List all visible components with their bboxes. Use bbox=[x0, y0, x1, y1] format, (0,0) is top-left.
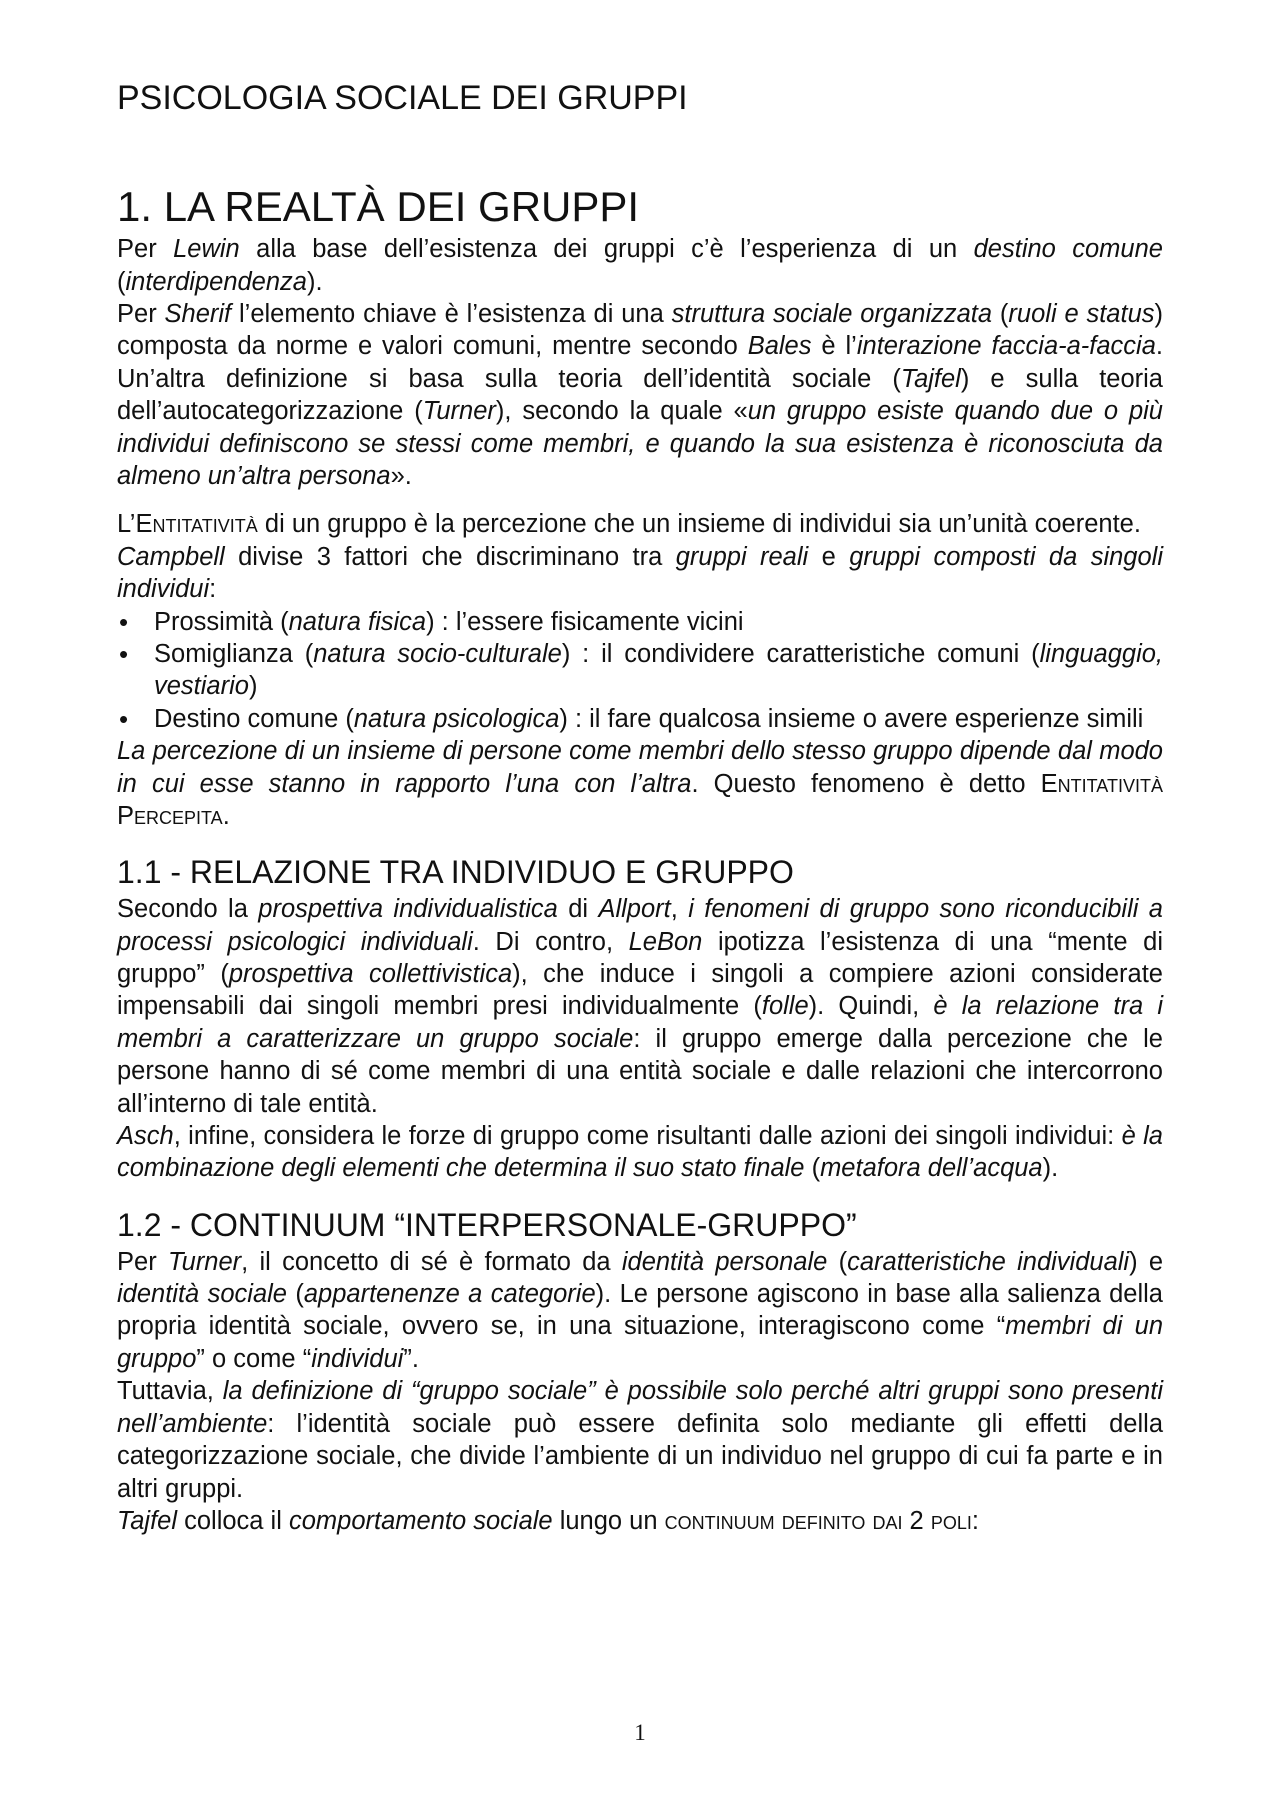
paragraph-tuttavia: Tuttavia, la definizione di “gruppo sociale” è possibile solo perché altri gruppi sono presenti nell’ambiente: l’identità sociale può essere definita solo mediante gli effetti della categorizzazione sociale, che divide l’ambiente di un individuo nel gruppo di cui fa parte e in altri gruppi. bbox=[117, 1377, 1163, 1503]
paragraph-allport: Secondo la prospettiva individualistica di Allport, i fenomeni di gruppo sono riconducibili a processi psicologici individuali. Di contro, LeBon ipotizza l’esistenza di una “mente di gruppo” (prospettiva collettivistica), che induce i singoli a compiere azioni considerate impensabili dai singoli membri presi individualmente (folle). Quindi, è la relazione tra i membri a caratterizzare un gruppo sociale: il gruppo emerge dalla percezione che le persone hanno di sé come membri di una entità sociale e dalle relazioni che intercorrono all’interno di tale entità. bbox=[117, 895, 1163, 1118]
paragraph-sherif: Per Sherif l’elemento chiave è l’esistenza di una struttura sociale organizzata (ruoli e status) composta da norme e valori comuni, mentre secondo Bales è l’interazione faccia-a-faccia. Un’altra definizione si basa sulla teoria dell’identità sociale (Tajfel) e sulla teoria dell’autocategorizzazione (Turner), secondo la quale «un gruppo esiste quando due o più individui definiscono se stessi come membri, e quando la sua esistenza è riconosciuta da almeno un’altra persona». bbox=[117, 299, 1164, 490]
section-heading-1-2: 1.2 - CONTINUUM “INTERPERSONALE-GRUPPO” bbox=[117, 1206, 857, 1243]
paragraph-turner: Per Turner, il concetto di sé è formato da identità personale (caratteristiche individuali) e identità sociale (appartenenze a categorie). Le persone agiscono in base alla salienza della propria identità sociale, ovvero se, in una situazione, interagiscono come “membri di un gruppo” o come “individui”. bbox=[117, 1247, 1164, 1373]
document-title: PSICOLOGIA SOCIALE DEI GRUPPI bbox=[117, 79, 688, 117]
paragraph-lewin: Per Lewin alla base dell’esistenza dei gruppi c’è l’esperienza di un destino comune (interdipendenza). bbox=[117, 235, 1163, 296]
list-item: • Prossimità (natura fisica) : l’essere fisicamente vicini bbox=[117, 606, 1163, 638]
paragraph-entitativita: L’Entitatività di un gruppo è la percezione che un insieme di individui sia un’unità coerente. bbox=[117, 510, 1141, 539]
section-heading-1: 1. LA REALTÀ DEI GRUPPI bbox=[117, 182, 640, 230]
paragraph-perception: La percezione di un insieme di persone come membri dello stesso gruppo dipende dal modo in cui esse stanno in rapporto l’una con l’altra. Questo fenomeno è detto Entitatività Percepita. bbox=[117, 737, 1163, 830]
paragraph-asch: Asch, infine, considera le forze di gruppo come risultanti dalle azioni dei singoli individui: è la combinazione degli elementi che determina il suo stato finale (metafora dell’acqua). bbox=[117, 1122, 1163, 1183]
page-number: 1 bbox=[634, 1720, 646, 1745]
list-item: • Somiglianza (natura socio-culturale) : il condividere caratteristiche comuni (linguaggio, vestiario) bbox=[117, 638, 1163, 703]
section-heading-1-1: 1.1 - RELAZIONE TRA INDIVIDUO E GRUPPO bbox=[117, 854, 794, 891]
paragraph-campbell: Campbell divise 3 fattori che discriminano tra gruppi reali e gruppi composti da singoli individui: bbox=[117, 542, 1163, 604]
factors-list bbox=[117, 606, 1163, 736]
list-item: • Destino comune (natura psicologica) : il fare qualcosa insieme o avere esperienze simili bbox=[117, 703, 1163, 735]
paragraph-tajfel: Tajfel colloca il comportamento sociale lungo un continuum definito dai 2 poli: bbox=[117, 1506, 979, 1535]
